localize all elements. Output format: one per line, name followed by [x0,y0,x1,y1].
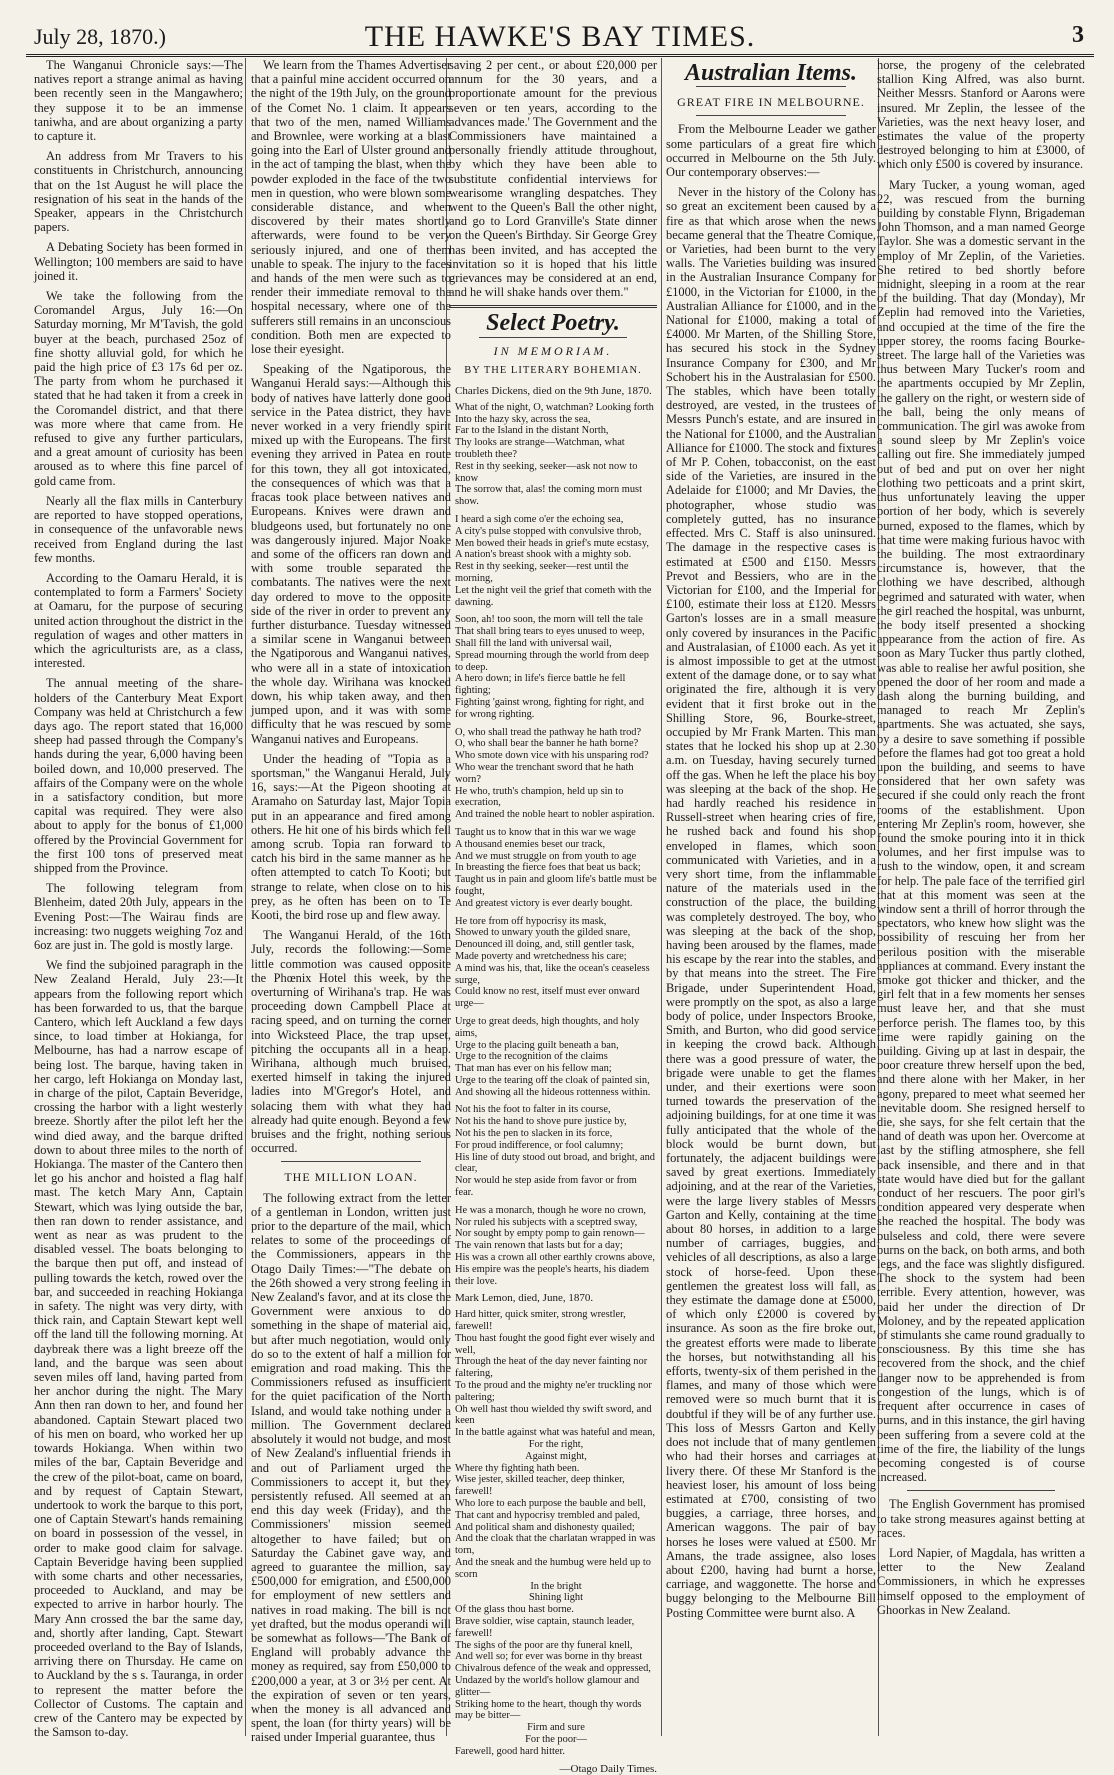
poem-in-memoriam [449,386,657,1775]
news-paragraph: Nearly all the flax mills in Canterbury are reported to have stopped operations, in consequence of the unfavorable news received from England during the last few months. [34,493,243,565]
poem-line: And showing all the hideous rottenness within. [455,1086,651,1098]
poem-line: That shall bring tears to eyes unused to weep, [455,626,645,638]
poem-line: Through the heat of the day never fainting nor faltering, [455,1356,648,1380]
poem-stanza [455,827,657,910]
news-paragraph: The English Government has promised to take strong measures against betting at races. [877,1497,1085,1540]
poem-line: The vain renown that lasts but for a day; [455,1240,623,1252]
news-paragraph: Never in the history of the Colony has so great an excitement been caused by a fire as that which arose when the news became general that the Theatre Comique, or Varieties, had been burnt to the very walls. The Varieties building was insured in the Australian Insurance Company for £1000, in the Victorian for £1000, in the Australian Alliance for £1000, and in the National for £1000, making a total of £4000. Mr Marten, of the Shilling Store, has secured his stock in the Sydney Insurance Company for £300, and Mr Schobert his in the Australasian for £500. The stables, which have been totally destroyed, are vested, in the trustees of Messrs Punch's estate, and are insured in the National for £1000, and the Australian Alliance for £1000. The stock and fixtures of Mr P. Cohen, tobacconist, on the east side of the Varieties, are insured in the Adelaide for £1000; and Mr Davies, the photographer, whose studio was completely gutted, has no insurance effected. Mrs C. Staff is also uninsured. The damage in the respective cases is estimated at £500 and £150. Messrs Prevot and Bessiers, who are in the Victorian for £100, and the Imperial for £100, estimate their loss at £120. Messrs Garton's losses are in a small measure only covered by insurances in the Pacific and Australasian, of £1000 each. As yet it is almost impossible to get at the utmost extent of the damage done, or to say what originated the fire, although it is very evident that it first broke out in the Shilling Store, 96, Bourke-street, occupied by Mr Frank Marten. This man states that he locked his shop up at 2.30 a.m. on Tuesday, having securely turned off the gas. When he left the place his boy was sleeping at the back of the shop. He had hardly reached his residence in Russell-street when hearing cries of fire, he rushed back and found his shop enveloped in flames, which soon communicated with Varieties, and in a very short time, from the inflammable nature of the materials used in the construction of the place, the building was completely destroyed. The boy, who was sleeping at the back of the shop, having been aroused by the flames, made his escape by the rear into the stables, and by that means into the street. The Fire Brigade, under Superintendent Hoad, were promptly on the spot, as also a large body of police, under Inspectors Brooke, Smith, and Burton, who did good service in keeping the crowd back. Although there was a good pressure of water, the brigade were unable to get the flames under, and their exertions were soon turned towards the preservation of the adjoining buildings, for at one time it was fully anticipated that the whole of the block would be burnt down, but fortunately, the adjacent buildings were saved by great exertions. Immediately adjoining, and at the rear of the Varieties, were the large livery stables of Messrs Garton and Kelly, containing at the time about 80 horses, in addition to a large number of carriages, buggies, and vehicles of all descriptions, as also a large stock of horse-feed. Upon these gentlemen the greatest loss will fall, as they estimate the damage done at £5000, of which only £2000 is covered by insurance. As soon as the fire broke out, the greatest efforts were made to liberate the horses, but notwithstanding all his efforts, twenty-six of them perished in the flames, and many of those which were removed were so much burnt that it is doubtful if they will be of any further use. This loss of Messrs Garton and Kelly does not include that of many gentlemen who had their horses and carriages at livery there. Of these Mr Stanford is the heaviest loser, his amount of loss being estimated at £700, consisting of two buggies, a carriage, three horses, and American waggons. The pair of bay horses he loses were valued at £500. Mr Amans, the trade assignee, also loses about £200, having had burnt a horse, carriage, and waggonette. The horse and buggy belonging to the Melbourne Bill Posting Committee were burnt also. A [666,185,877,1620]
poem-stanza [455,1104,657,1198]
poem-line: For proud indifference, or fool calumny; [455,1139,624,1151]
poem-line: Shall fill the land with universal wail, [455,638,612,649]
poem-line: Urge to the placing guilt beneath a ban, [455,1039,619,1051]
poem-line: Spread mourning through the world from deep to deep. [455,649,649,673]
poem-stanza [455,916,657,1010]
news-paragraph: According to the Oamaru Herald, it is contemplated to form a Farmers' Society at Oamaru, for the purpose of securing united action throughout the district in the regulation of wages and other matters in which the agriculturists are, as a class, interested. [34,570,243,671]
news-paragraph: Speaking of the Ngatiporous, the Wanganui Herald says:—Although this body of natives have latterly done good service in the Patea district, they have never worked in a very friendly spirit mixed up with the Europeans. The first evening they arrived in Patea en route for this town, they all got intoxicated, the consequences of which was that a fracas took place between natives and Europeans. Knives were drawn and bludgeons used, but fortunately no one was dangerously injured. Major Noake and some of the officers ran down and with some trouble separated the combatants. The natives were the next day ordered to move to the opposite side of the river in order to prevent any further disturbance. Tuesday witnessed a similar scene in Wanganui between the Ngatiporous and Wanganui natives, who were all in a state of intoxication the whole day. Wirihana was knocked down, his whip taken away, and then jumped upon, and it was with some difficulty that he was rescued by some Wanganui natives and Europeans. [251,362,451,746]
column-5 [877,58,1085,1736]
poem-stanza [455,1016,657,1099]
poem-line: And greatest victory is ever dearly bought. [455,897,633,909]
newspaper-title: THE HAWKE'S BAY TIMES. [364,20,756,53]
poem-line: The sighs of the poor are thy funeral knell, [455,1639,633,1651]
poem-attribution: Charles Dickens, died on the 9th June, 1870. [455,385,652,398]
poem-line: Firm and sure [527,1722,585,1734]
section-divider [907,1490,1055,1491]
poem-line: In the bright [530,1580,582,1592]
poem-line: Thou hast fought the good fight ever wisely and well, [455,1332,655,1356]
poem-line: Showed to unwary youth the gilded snare, [455,927,631,939]
poem-line: For the right, [528,1439,584,1450]
poem-line: For the poor— [525,1733,587,1745]
poem-line: Could know no rest, itself must ever onward urge— [455,986,640,1010]
poem-line: And well so; for ever was borne in thy breast [455,1651,643,1663]
poem-line: A thousand enemies beset our track, [455,838,606,850]
poem-line: Wise jester, skilled teacher, deep thinker, farewell! [455,1474,625,1498]
poem-line: Urge to the recognition of the claims [455,1051,608,1063]
poem-line: Who smote down vice with his unsparing rod? [455,750,649,762]
poem-line: Men bowed their heads in grief's mute ecstasy, [455,537,649,549]
poem-line: A mind was his, that, like the ocean's ceaseless surge, [455,962,650,986]
poem-line: What of the night, O, watchman? Looking forth [455,401,654,413]
poem-line: And the sneak and the humbug were held up to scorn [455,1556,651,1580]
poem-line: Striking home to the heart, though thy words may be bitter— [455,1698,642,1722]
poem-attribution: Mark Lemon, died, June, 1870. [455,1292,594,1305]
poem-stanza [455,614,657,720]
poem-line: He tore from off hypocrisy its mask, [455,915,607,927]
poem-line: Nor would he step aside from favor or from fear. [455,1175,637,1199]
news-paragraph: The annual meeting of the share-holders of the Canterbury Meat Export Company was held at Christchurch a few days ago. The report stated that 16,000 sheep had passed through the Company's hands during the year, 6,000 having been boiled down, and 10,000 preserved. The affairs of the Company were on the whole in a satisfactory condition, but more capital was required. They were also about to apply for the bonus of £1,000 offered by the Provincial Government for the first 100 tons of preserved meat shipped from the Province. [34,676,243,875]
news-paragraph: The Wanganui Chronicle says:—The natives report a strange animal as having been recently seen in the Mangawhero; they suppose it to be an immense taniwha, and are about organizing a party to capture it. [34,58,243,144]
column-rule [661,58,662,1736]
section-heading-australian-items: Australian Items. [684,60,858,86]
poem-stanza [455,514,657,608]
poem-line: Not his the pen to slacken in its force, [455,1128,613,1140]
poem-line: Far to the Island in the distant North, [455,425,609,437]
poem-line: Who lore to each purpose the bauble and bell, [455,1497,646,1509]
poem-line: Rest in thy seeking, seeker—rest until the morning, [455,561,629,585]
poem-line: That man has ever on his fellow man; [455,1063,612,1075]
poem-source: —Otago Daily Times. [559,1762,657,1775]
poem-line: Fighting 'gainst wrong, fighting for right, and for wrong righting. [455,696,644,720]
section-divider [449,305,657,308]
section-heading-million-loan: THE MILLION LOAN. [284,1170,418,1185]
poem-line: Of the glass thou hast borne. [455,1604,574,1616]
news-paragraph: From the Melbourne Leader we gather some particulars of a great fire which occurred in Melbourne on the 5th July. Our contemporary observes:— [666,122,876,180]
news-paragraph: Under the heading of "Topia as a sportsman," the Wanganui Herald, July 16, says:—At the Pigeon shooting at Aramaho on Saturday last, Major Topia put in an appearance and fired among others. He hit one of his birds which fell among scrub. Topia ran forward to catch his bird in the same manner as he often attempted to catch To Kooti; but strange to relate, when close on to his prey, as he often has been on to Te Kooti, the bird rose up and flew away. [251,751,451,922]
section-divider [696,86,846,87]
news-paragraph: We learn from the Thames Advertiser that a painful mine accident occurred on the night of the 19th July, on the ground of the Comet No. 1 claim. It appears that two of the men, named Williams and Brownlee, were working at a blast going into the Earl of Ulster ground and in the act of tamping the blast, when the powder exploded in the face of the two men in question, who were blown some considerable distance, and when discovered by their mates shortly afterwards, were found to be very seriously injured, and one of them unable to speak. The injury to the faces and hands of the men were such as to render their immediate removal to the hospital necessary, where one of the sufferers still remains in an unconscious condition. Both men are expected to lose their eyesight. [251,58,451,357]
poem-line: I heard a sigh come o'er the echoing sea, [455,514,624,526]
poem-line: Not his the hand to shove pure justice by, [455,1116,627,1128]
poem-line: Against might, [525,1450,587,1462]
subheading-great-fire: GREAT FIRE IN MELBOURNE. [677,95,865,110]
column-1 [34,58,243,1740]
section-divider [281,1161,421,1162]
poem-line: Oh well hast thou wielded thy swift sword, and keen [455,1403,652,1427]
poem-line: Who wear the trenchant sword that he hath worn? [455,761,634,785]
poem-line: Taught us in pain and gloom life's battle must be fought, [455,874,657,897]
column-3 [449,58,657,1775]
section-divider [696,115,846,116]
section-divider [479,337,627,338]
poem-line: Urge to great deeds, high thoughts, and holy aims, [455,1015,640,1039]
section-heading-select-poetry: Select Poetry. [486,310,620,337]
poem-line: He who, truth's champion, held up sin to execration, [455,785,624,809]
issue-date: July 28, 1870.) [34,24,166,49]
poem-stanza [455,727,657,821]
news-paragraph: The Wanganui Herald, of the 16th July, records the following:—Some little commotion was caused opposite the Phœnix Hotel this week, by the overturning of Wirihana's trap. He was proceeding down Campbell Place at racing speed, and on turning the corner into Wicksteed Place, the trap upset, pitching the occupants all in a heap. Wirihana, although much bruised, exerted himself in taking the injured ladies into M'Gregor's Hotel, and solacing them with what they had already had quite enough. Beyond a few bruises and the fright, nothing serious occurred. [251,928,451,1156]
news-paragraph: We take the following from the Coromandel Argus, July 16:—On Saturday morning, Mr M'Tavish, the gold buyer at the beach, purchased 25oz of fine shotty alluvial gold, for which he paid the high price of £3 17s 6d per oz. The party from whom he purchased it stated that he had taken it from a creek in the Coromandel district, and that there was more where that came from. He refused to give any further particulars, and a great amount of curiosity has been aroused as to where this fine parcel of gold came from. [34,289,243,488]
poem-title: IN MEMORIAM. [493,343,613,358]
poem-line: Where thy fighting hath been. [455,1462,580,1474]
poem-line: Not his the foot to falter in its course, [455,1104,611,1116]
poem-line: Let the night veil the grief that cometh with the dawning. [455,584,652,608]
page-number: 3 [1072,22,1084,48]
poem-line: Chivalrous defence of the weak and oppressed, [455,1663,651,1675]
column-2 [251,58,451,1745]
news-paragraph: Mary Tucker, a young woman, aged 22, was rescued from the burning building by constable Flynn, Brigademan John Thomson, and a man named George Taylor. She was a domestic servant in the employ of Mr Zeplin, of the Varieties. She retired to bed shortly before midnight, sleeping in a room at the rear of the building. That day (Monday), Mr Zeplin had removed into the Varieties, and occupied at the time of the fire the upper storey, the rooms facing Bourke-street. The large hall of the Varieties was thus between Mary Tucker's room and the apartments occupied by Mr Zeplin, the gallery on the right, or western side of the ball, being the only means of communication. The girl was awoke from a sound sleep by Mr Zeplin's voice calling out fire. She immediately jumped out of bed and put on over her night clothing two petticoats and a print skirt, thus unfortunately leaving the upper portion of her body, which is severely burned, exposed to the flames, which by that time were making furious havoc with the building. The most extraordinary circumstance is, however, that the clothing we have described, although begrimed and saturated with water, when the girl reached the hospital, was unburnt, the body itself presented a shocking appearance from the action of fire. As soon as Mary Tucker thus partly clothed, was able to realise her awful position, she opened the door of her room and made a dash along the burning building, and managed to reach Mr Zeplin's apartments. She was actuated, she says, by a desire to save something if possible before the flames had got too great a hold upon the building, and seems to have considered that her own safety was secured if she could only reach the front rooms of the establishment. Upon entering Mr Zeplin's room, however, she found the smoke pouring into it in thick volumes, and her first impulse was to rush to the window, open, it and scream for help. The pale face of the terrified girl that at this moment was seen at the window sent a thrill of horror through the spectators, who knew how slight was the possibility of rescuing her from her perilous position with the miserable appliances at command. Every instant the smoke got thicker and thicker, and the girl felt that in a few moments her senses must leave her, and that she must perforce perish. The flames too, by this time were rapidly gaining on the building. Giving up at last in despair, the poor creature threw herself upon the bed, and there alone with her Maker, in her agony, prepared to meet what seemed her inevitable doom. She resigned herself to die, she says, for she felt certain that the hand of death was upon her. Overcome at last by the stifling atmosphere, she fell back insensible, and there and in that state would have died but for the gallant conduct of her rescuers. The poor girl's condition appeared very desperate when she reached the hospital. The body was pulseless and cold, there were severe burns on the back, on both arms, and both legs, and the face was slightly disfigured. The shock to the system had been terrible. Every attention, however, was paid her under the direction of Dr Moloney, and by the repeated application of stimulants she came round gradually to consciousness. By this time she has recovered from the shock, and the chief danger now to be apprehended is from congestion of the lungs, which is of frequent after occurrence in cases of burns, and in this instance, the girl having been suffering from a severe cold at the time of the fire, the liability of the lungs becoming congested is of course increased. [877,177,1085,1485]
poem-line: And the cloak that the charlatan wrapped in was torn, [455,1533,656,1557]
poem-line: And political sham and dishonesty quailed; [455,1521,635,1533]
poem-line: Soon, ah! too soon, the morn will tell the tale [455,614,643,626]
poem-line: His empire was the people's hearts, his diadem their love. [455,1263,650,1287]
column-rule [245,58,246,1736]
poem-line: And we must struggle on from youth to age [455,850,637,862]
poem-byline: BY THE LITERARY BOHEMIAN. [464,364,642,376]
poem-line: Brave soldier, wise captain, staunch leader, farewell! [455,1615,635,1639]
poem-line: Into the hazy sky, across the sea, [455,413,591,425]
poem-line: Taught us to know that in this war we wage [455,826,636,838]
poem-line: His was a crown all other earthly crowns above, [455,1252,655,1264]
news-paragraph: The following telegram from Blenheim, dated 20th July, appears in the Evening Post:—The Wairau finds are increasing: two nuggets weighing 7oz and 6oz are just in. The gold is mostly large. [34,881,243,952]
loan-paragraph: The following extract from the letter of a gentleman in London, written just prior to the departure of the mail, which relates to some of the proceedings of the Commissioners, appears in the Otago Daily Times:—"The debate on the 26th showed a very strong feeling in New Zealand's favor, and at its close the Government were anxious to do something in the shape of material aid, but after much negotiation, would only do so to the extent of half a million for emigration and road making. This the Commissioners refused as insufficient for the quiet pacification of the North Island, and would take nothing under a million. The Government declared absolutely it would not budge, and most of New Zealand's influential friends in and out of Parliament urged the Commissioners to accept it, but they persistently refused. All seemed at an end this day week (Friday), and the Commissioners' mission seemed altogether to have failed; but on Saturday the Cabinet gave way, and agreed to guarantee the million, say £500,000 for emigration, and £500,000 for employment of new settlers and natives in road making. The bill is not yet drafted, but the modus operandi will be somewhat as follows—'The Bank of England will probably advance the money as required, say from £50,000 to £200,000 a year, at 3 or 3½ per cent. At the expiration of seven or ten years, when the money is all advanced and spent, the loan (for thirty years) will be raised under Imperial guarantee, thus [251,1190,451,1745]
poem-line: Nor sought by empty pomp to gain renown— [455,1228,645,1240]
poem-line: A nation's breast shook with a mighty sob. [455,549,632,561]
news-paragraph: We find the subjoined paragraph in the New Zealand Herald, July 23:—It appears from the following report which has been forwarded to us, that the barque Cantero, which left Auckland a few days since, to load timber at Hokianga, for Melbourne, has had a narrow escape of being lost. The barque, having taken in her cargo, left Hokianga on Monday last, in charge of the pilot, Captain Beveridge, crossing the harbor with a light westerly breeze. Shortly after the pilot left her the wind died away, and the barque drifted down to about three miles to the north of Hokianga. The master of the Cantero then let go his anchor and hoisted a flag half mast. The ketch Mary Ann, Captain Stewart, which was lying outside the bar, then ran down to render assistance, and went as near as was prudent to the disabled vessel. The boats belonging to the barque then put off, and instead of pulling towards the ketch, rowed over the bar, and succeeded in reaching Hokianga in safety. The night was very dirty, with thick rain, and Captain Stewart kept well off the land till the following morning. At daybreak there was a light breeze off the land, and the barque was seen about seven miles off land, having parted from her anchor during the night. The Mary Ann then ran down to her, and found her abandoned. Captain Stewart placed two of his men on board, who worked her up towards Hokianga. When within two miles of the bar, Captain Beveridge and the crew of the pilot-boat, came on board, and by request of Captain Stewart, undertook to work the barque to this port, one of Captain Stewart's hands remaining on board in possession of the vessel, in order to make good claim for salvage. Captain Beveridge having been supplied with some charts and other necessaries, proceeded to Auckland, and may be expected to arrive in harbor hourly. The Mary Ann crossed the bar the same day, and, shortly after landing, Capt. Stewart proceeded overland to the Bay of Islands, arriving there on Thursday. He came on to Auckland by the s s. Tauranga, in order to represent the matter before the Collector of Customs. The captain and crew of the Cantero may be expected by the Samson to-day. [34,958,243,1740]
poem-line: And trained the noble heart to nobler aspiration. [455,809,655,821]
poem-line: In breasting the fierce foes that beat us back; [455,862,641,874]
poem-line: Hard hitter, quick smiter, strong wrestler, farewell! [455,1309,626,1333]
poem-line: Nor ruled his subjects with a sceptred sway, [455,1216,638,1228]
news-paragraph: A Debating Society has been formed in Wellington; 100 members are said to have joined it. [34,240,243,283]
poem-line: Urge to the tearing off the cloak of painted sin, [455,1074,650,1086]
poem-line: In the battle against what was hateful and mean, [455,1427,655,1439]
poem-line: A city's pulse stopped with convulsive throb, [455,525,642,537]
poem-line: His line of duty stood out broad, and bright, and clear, [455,1151,655,1175]
news-paragraph: horse, the progeny of the celebrated stallion King Alfred, was also burnt. Neither Messrs. Stanford or Aarons were insured. Mr Zeplin, the lessee of the Varieties, was the next heavy loser, and estimates the value of the property destroyed belonging to him at £3000, of which only £500 is covered by insurance. [877,58,1085,172]
poem-line: O, who shall tread the pathway he hath trod? [455,726,642,738]
poem-line: Shining light [529,1592,583,1604]
poem-line: He was a monarch, though he wore no crown, [455,1204,647,1216]
loan-continuation: saving 2 per cent., or about £20,000 per annum for the 30 years, and a proportionate amount for the previous seven or ten years, according to the advances made.' The Government and the Commissioners have maintained a personally friendly attitude throughout, by which they have been able to substitute confidential interviews for wearisome wrangling despatches. They went to the Queen's Ball the other night, and go to Lord Granville's State dinner on the Queen's Birthday. Sir George Grey has been invited, and has accepted the invitation so it is hoped that his little grievances may be considered at an end, and he will shake hands over them." [449,58,657,300]
poem-line: Made poverty and wretchedness his care; [455,950,627,962]
poem-stanza [455,402,657,508]
poem-stanza [455,1309,657,1757]
column-4 [666,58,876,1736]
masthead [26,14,1094,57]
news-paragraph: An address from Mr Travers to his constituents in Christchurch, announcing that on the 1st August he will place the resignation of his seat in the hands of the Speaker, appears in the Christchurch papers. [34,149,243,235]
poem-line: O, who shall bear the banner he hath borne? [455,738,639,750]
poem-line: That cant and hypocrisy trembled and paled, [455,1509,640,1521]
poem-line: Undazed by the world's hollow glamour and glitter— [455,1674,640,1698]
poem-line: A hero down; in life's fierce battle he fell fighting; [455,673,626,697]
poem-line: Farewell, good hard hitter. [455,1745,565,1757]
poem-stanza [455,1205,657,1288]
poem-line: Denounced ill doing, and, still gentler task, [455,939,635,951]
poem-line: The sorrow that, alas! the coming morn must show. [455,484,642,508]
news-paragraph: Lord Napier, of Magdala, has written a letter to the New Zealand Commissioners, in which he expresses himself opposed to the employment of Ghoorkas in New Zealand. [877,1545,1085,1617]
poem-line: Thy looks are strange—Watchman, what troubleth thee? [455,437,625,461]
poem-line: To the proud and the mighty ne'er truckling nor paltering; [455,1380,652,1403]
poem-line: Rest in thy seeking, seeker—ask not now to know [455,460,638,484]
